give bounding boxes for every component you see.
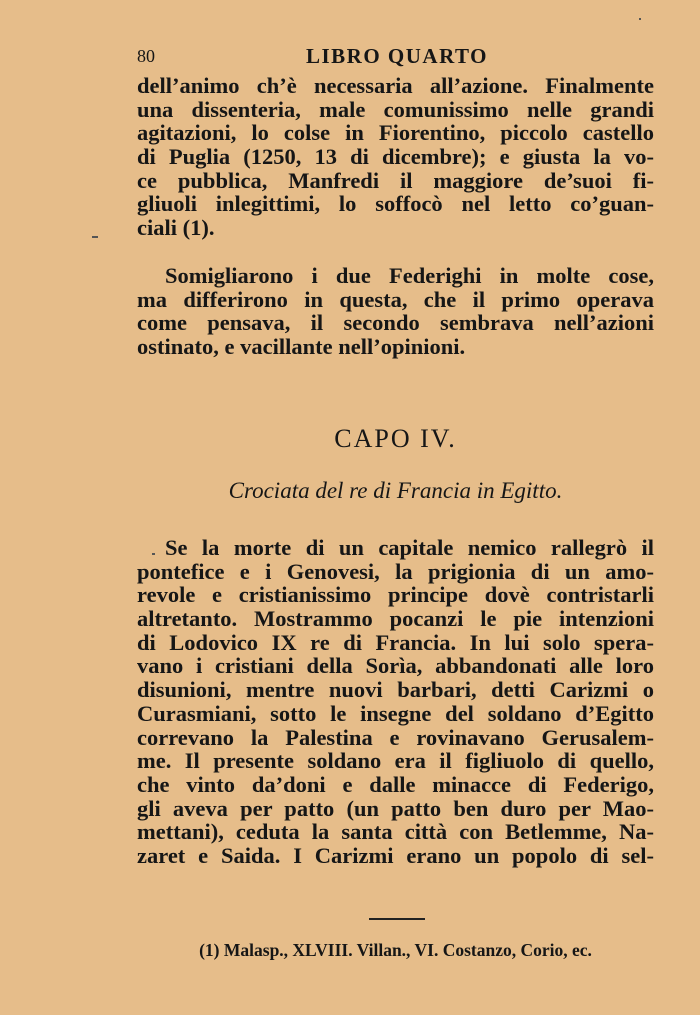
text-line: disunioni, mentre nuovi barbari, detti Carizmi o <box>137 677 654 703</box>
text-line: me. Il presente soldano era il figliuolo di quello, <box>137 748 654 774</box>
text-line: Somigliarono i due Federighi in molte cose, <box>165 263 654 288</box>
footnote: (1) Malasp., XLVIII. Villan., VI. Costanzo, Corio, ec. <box>199 940 592 960</box>
text-line: altretanto. Mostrammo pocanzi le pie intenzioni <box>137 606 654 632</box>
text-line: gli aveva per patto (un patto ben duro per Mao- <box>137 795 654 821</box>
text-line: correvano la Palestina e rovinavano Gerusalem- <box>137 724 654 750</box>
running-title: LIBRO QUARTO <box>306 44 488 68</box>
text-line: ciali (1). <box>137 215 215 241</box>
text-line: Se la morte di un capitale nemico rallegrò il <box>165 535 654 560</box>
paragraph-continued <box>137 74 654 240</box>
paragraph-crociata <box>137 536 654 868</box>
text-line: dell’animo ch’è necessaria all’azione. Finalmente <box>137 73 654 98</box>
text-line: che vinto da’doni e dalle minacce di Federigo, <box>137 771 654 797</box>
text-line: di Puglia (1250, 13 di dicembre); e giusta la vo- <box>137 144 654 170</box>
text-line: zaret e Saida. I Carizmi erano un popolo di sel- <box>137 842 654 868</box>
text-line: di Lodovico IX re di Francia. In lui solo spera- <box>137 629 654 655</box>
chapter-subtitle: Crociata del re di Francia in Egitto. <box>228 478 563 503</box>
text-line: ce pubblica, Manfredi il maggiore de’suoi fi- <box>137 167 654 193</box>
text-line: agitazioni, lo colse in Fiorentino, piccolo castello <box>137 120 654 146</box>
text-line: revole e cristianissimo principe dovè contristarli <box>137 582 654 608</box>
text-line: vano i cristiani della Sorìa, abbandonati alle loro <box>137 653 654 679</box>
margin-mark <box>92 236 98 238</box>
text-line: Curasmiani, sotto le insegne del soldano d’Egitto <box>137 700 654 726</box>
margin-mark <box>152 553 155 555</box>
text-line: pontefice e i Genovesi, la prigionia di un amo- <box>137 558 654 584</box>
text-line: gliuoli inlegittimi, lo soffocò nel letto co’guan- <box>137 191 654 217</box>
chapter-title: CAPO IV. <box>334 424 457 453</box>
paragraph-federighi <box>137 264 654 359</box>
margin-mark <box>639 18 641 20</box>
text-line: una dissenteria, male comunissimo nelle grandi <box>137 96 654 122</box>
text-line: come pensava, il secondo sembrava nell’azioni <box>137 310 654 336</box>
text-line: ma differirono in questa, che il primo operava <box>137 286 654 312</box>
text-line: ostinato, e vacillante nell’opinioni. <box>137 334 466 360</box>
page-header <box>137 44 657 72</box>
footnote-divider <box>369 918 425 920</box>
page-number: 80 <box>137 46 155 66</box>
text-line: mettani), ceduta la santa città con Betlemme, Na- <box>137 819 654 845</box>
